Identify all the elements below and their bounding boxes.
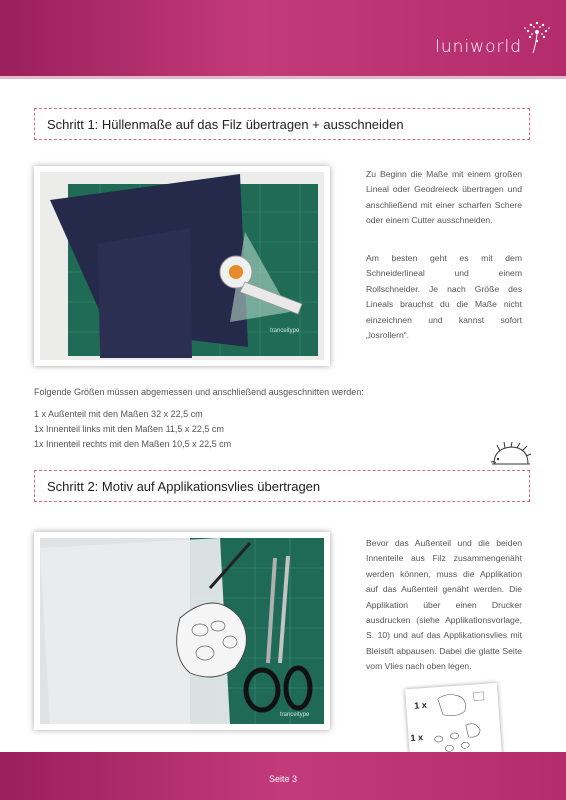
mat-brand-label: tranceitype: [270, 328, 300, 334]
tracing-illustration: [40, 538, 324, 724]
step1-title-box: [34, 108, 530, 140]
step2-paragraph: Bevor das Außenteil und die beiden Innenteile aus Filz zusammengenäht werden können, muss die Applikation auf das Außenteil genäht werden. Die Applikation über einen Drucker ausdrucken (siehe Applikationsvorlage, S. 10) und auf das Applikationsvlies mit Bleistift abpausen. Dabei die glatte Seite vom Vlies nach oben legen.: [366, 538, 522, 672]
size-item: 1 x Außenteil mit den Maßen 32 x 22,5 cm: [34, 409, 203, 419]
step1-photo: [34, 166, 330, 366]
template-label: 1 x: [413, 699, 428, 711]
page-number: Seite 3: [268, 774, 298, 784]
step2-title: Schritt 2: Motiv auf Applikationsvlies übertragen: [47, 479, 321, 494]
brand-name: luniworld: [435, 37, 522, 57]
header-bar: [0, 0, 566, 76]
footer-bar: [0, 752, 566, 800]
size-item: 1x Innenteil rechts mit den Maßen 10,5 x 22,5 cm: [34, 439, 232, 449]
step1-title: Schritt 1: Hüllenmaße auf das Filz übertragen + ausschneiden: [47, 117, 404, 132]
dandelion-logo-icon: [522, 20, 552, 54]
felt-cutting-illustration: [40, 172, 324, 360]
step1-paragraph-1: Zu Beginn die Maße mit einem großen Lineal oder Geodreieck übertragen und anschließend mit einer scharfen Schere oder einem Cutter ausschneiden.: [366, 169, 522, 226]
template-label: 1 x: [410, 732, 424, 744]
step1-paragraph-2: Am besten geht es mit dem Schneiderlineal und einem Rollschneider. Je nach Größe des Lineals brauchst du die Maße nicht einzeichnen und kannst sofort „losrollern“.: [366, 253, 522, 341]
step2-title-box: [34, 470, 530, 502]
header-divider: [0, 76, 566, 79]
hedgehog-icon: [488, 442, 532, 468]
mat-brand-label: tranceitype: [280, 712, 310, 718]
sizes-intro: Folgende Größen müssen abgemessen und anschließend ausgeschnitten werden:: [34, 387, 364, 397]
size-item: 1x Innenteil links mit den Maßen 11,5 x 22,5 cm: [34, 424, 224, 434]
step2-photo: [34, 532, 330, 730]
